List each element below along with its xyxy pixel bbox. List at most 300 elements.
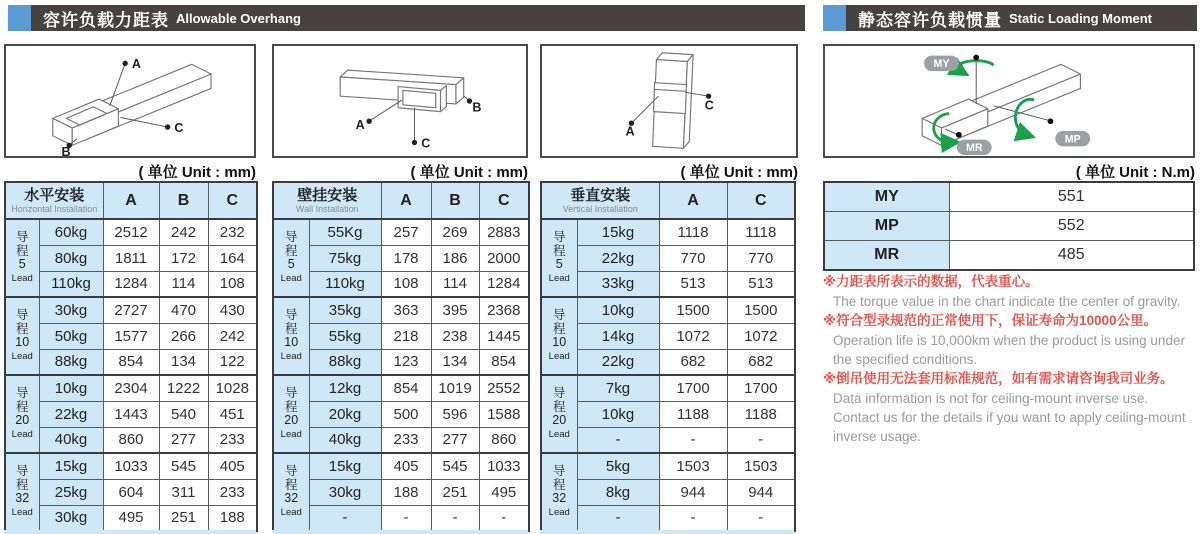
value-cell: 218 bbox=[381, 323, 431, 349]
column-header: B bbox=[159, 182, 208, 219]
lead-label-line: 导 bbox=[284, 386, 298, 400]
value-cell: 251 bbox=[431, 479, 479, 505]
value-cell: 430 bbox=[208, 297, 257, 323]
point-marker-c bbox=[165, 124, 170, 129]
table-row bbox=[541, 349, 795, 375]
column-header: C bbox=[208, 182, 257, 219]
point-label-c: C bbox=[704, 98, 714, 113]
value-cell: 1503 bbox=[727, 453, 795, 479]
value-cell: 108 bbox=[208, 271, 257, 297]
load-cell: - bbox=[577, 427, 659, 453]
lead-label-line: 程 bbox=[284, 243, 298, 258]
header-title-en: Static Loading Moment bbox=[1009, 10, 1152, 26]
installation-title-zh: 壁挂安装 bbox=[297, 187, 358, 204]
value-cell: 242 bbox=[159, 219, 208, 245]
value-cell: 944 bbox=[727, 479, 795, 505]
value-cell: 1019 bbox=[431, 375, 479, 401]
lead-label-line: 程 bbox=[284, 321, 298, 336]
value-cell: 682 bbox=[659, 349, 727, 375]
value-cell: 2000 bbox=[479, 245, 529, 271]
table-row bbox=[5, 375, 257, 401]
value-cell: 860 bbox=[103, 427, 159, 453]
value-cell: 277 bbox=[159, 427, 208, 453]
lead-label-cell bbox=[273, 297, 309, 375]
value-cell: 2368 bbox=[479, 297, 529, 323]
lead-label-line: 10 bbox=[284, 335, 299, 349]
load-cell: 12kg bbox=[309, 375, 381, 401]
lead-label-line: 32 bbox=[15, 491, 30, 505]
installation-title-cell bbox=[5, 182, 103, 219]
divider bbox=[4, 530, 256, 534]
table-row bbox=[541, 427, 795, 453]
lead-label-line: 导 bbox=[15, 308, 29, 322]
value-cell: 1118 bbox=[727, 219, 795, 245]
wall-installation-diagram bbox=[272, 44, 528, 158]
value-cell: 1033 bbox=[479, 453, 529, 479]
table-row bbox=[541, 219, 795, 245]
value-cell: 123 bbox=[381, 349, 431, 375]
lead-label-line: 程 bbox=[284, 477, 298, 492]
value-cell: 1700 bbox=[659, 375, 727, 401]
value-cell: 114 bbox=[159, 271, 208, 297]
value-cell: 134 bbox=[431, 349, 479, 375]
note-item bbox=[823, 272, 1197, 311]
lead-label-cell bbox=[541, 219, 577, 297]
value-cell: 1443 bbox=[103, 401, 159, 427]
moment-value-my: 551 bbox=[949, 182, 1194, 212]
table-row bbox=[824, 182, 1194, 212]
table-row bbox=[541, 401, 795, 427]
lead-label-line: 导 bbox=[284, 464, 298, 478]
lead-label-line: 导 bbox=[284, 230, 298, 244]
static-moment-diagram bbox=[823, 44, 1195, 158]
lead-label-cell bbox=[5, 375, 39, 453]
lead-label-cell bbox=[541, 297, 577, 375]
moment-value-mr: 485 bbox=[949, 241, 1194, 271]
lead-label-line: Lead bbox=[548, 350, 570, 362]
value-cell: 770 bbox=[659, 245, 727, 271]
lead-label-line: 5 bbox=[18, 257, 26, 271]
value-cell: - bbox=[727, 427, 795, 453]
table-row bbox=[273, 505, 529, 531]
lead-label-line: 5 bbox=[287, 257, 295, 271]
value-cell: 2552 bbox=[479, 375, 529, 401]
installation-title-cell bbox=[273, 182, 381, 219]
value-cell: 854 bbox=[381, 375, 431, 401]
value-cell: 1028 bbox=[208, 375, 257, 401]
value-cell: 311 bbox=[159, 479, 208, 505]
value-cell: 854 bbox=[103, 349, 159, 375]
column-header: A bbox=[381, 182, 431, 219]
mr-axis-point bbox=[956, 132, 962, 138]
value-cell: - bbox=[659, 427, 727, 453]
value-cell: 269 bbox=[431, 219, 479, 245]
load-cell: 10kg bbox=[577, 401, 659, 427]
load-cell: 75kg bbox=[309, 245, 381, 271]
value-cell: 233 bbox=[208, 479, 257, 505]
table-row bbox=[5, 271, 257, 297]
moment-value-mp: 552 bbox=[949, 212, 1194, 241]
table-row bbox=[541, 297, 795, 323]
static-loading-moment-table bbox=[823, 181, 1195, 271]
installation-title-zh: 水平安装 bbox=[24, 187, 85, 204]
lead-label-cell bbox=[273, 453, 309, 531]
load-cell: 35kg bbox=[309, 297, 381, 323]
table-row bbox=[273, 323, 529, 349]
table-row bbox=[5, 245, 257, 271]
note-text-zh: ※符合型录规范的正常使用下，保证寿命为10000公里。 bbox=[823, 313, 1158, 328]
load-cell: 15kg bbox=[577, 219, 659, 245]
value-cell: 251 bbox=[159, 505, 208, 531]
value-cell: 1500 bbox=[727, 297, 795, 323]
load-cell: 15kg bbox=[309, 453, 381, 479]
horizontal-installation-diagram bbox=[4, 44, 256, 158]
value-cell: 1284 bbox=[479, 271, 529, 297]
value-cell: 513 bbox=[727, 271, 795, 297]
lead-label-cell bbox=[5, 453, 39, 531]
installation-title-cell bbox=[541, 182, 659, 219]
value-cell: 257 bbox=[381, 219, 431, 245]
lead-label-line: 10 bbox=[552, 335, 567, 349]
value-cell: 451 bbox=[208, 401, 257, 427]
column-header: C bbox=[479, 182, 529, 219]
point-label-a: A bbox=[355, 117, 365, 132]
value-cell: 513 bbox=[659, 271, 727, 297]
table-header-row bbox=[541, 182, 795, 219]
value-cell: 1284 bbox=[103, 271, 159, 297]
table-row bbox=[541, 505, 795, 531]
lead-label-line: 程 bbox=[15, 243, 29, 258]
actuator-moment-drawing bbox=[825, 46, 1193, 156]
value-cell: 405 bbox=[208, 453, 257, 479]
table-row bbox=[824, 212, 1194, 241]
table-row bbox=[541, 453, 795, 479]
value-cell: 242 bbox=[208, 323, 257, 349]
column-header: A bbox=[659, 182, 727, 219]
lead-label-cell bbox=[273, 375, 309, 453]
note-text-en: Operation life is 10,000km when the product is using under the specified conditions. bbox=[833, 333, 1185, 367]
note-text-zh: ※倒吊使用无法套用标准规范，如有需求请咨询我司业务。 bbox=[823, 371, 1174, 386]
load-cell: 14kg bbox=[577, 323, 659, 349]
divider bbox=[540, 530, 794, 534]
lead-label-line: 程 bbox=[15, 399, 29, 414]
column-header: A bbox=[103, 182, 159, 219]
moment-label-mp: MP bbox=[824, 212, 949, 241]
vertical-installation-table bbox=[540, 181, 796, 532]
note-text-en: The torque value in the chart indicate the center of gravity. bbox=[833, 294, 1181, 309]
point-label-b: B bbox=[61, 145, 71, 156]
value-cell: 164 bbox=[208, 245, 257, 271]
table-row bbox=[273, 219, 529, 245]
wall-installation-table bbox=[272, 181, 530, 532]
lead-label-line: 5 bbox=[555, 257, 563, 271]
value-cell: 122 bbox=[208, 349, 257, 375]
value-cell: 277 bbox=[431, 427, 479, 453]
load-cell: 20kg bbox=[309, 401, 381, 427]
table-row bbox=[273, 271, 529, 297]
value-cell: 405 bbox=[381, 453, 431, 479]
load-cell: 60kg bbox=[39, 219, 103, 245]
table-header-row bbox=[5, 182, 257, 219]
table-row bbox=[273, 453, 529, 479]
load-cell: 30kg bbox=[39, 505, 103, 531]
table-row bbox=[5, 323, 257, 349]
value-cell: 495 bbox=[103, 505, 159, 531]
value-cell: - bbox=[381, 505, 431, 531]
table-header-row bbox=[273, 182, 529, 219]
actuator-horizontal-drawing bbox=[6, 46, 254, 156]
lead-label-line: 导 bbox=[15, 464, 29, 478]
unit-caption-mm: ( 单位 Unit : mm) bbox=[138, 164, 256, 181]
value-cell: 545 bbox=[431, 453, 479, 479]
installation-title-en: Horizontal Installation bbox=[11, 204, 98, 214]
accent-square-right bbox=[823, 5, 846, 31]
my-axis-point bbox=[973, 55, 979, 61]
point-marker-b bbox=[467, 98, 472, 103]
lead-label-line: 导 bbox=[552, 386, 566, 400]
table-row bbox=[5, 401, 257, 427]
value-cell: - bbox=[479, 505, 529, 531]
load-cell: 33kg bbox=[577, 271, 659, 297]
load-cell: - bbox=[309, 505, 381, 531]
installation-title-zh: 垂直安装 bbox=[570, 187, 631, 204]
value-cell: 1033 bbox=[103, 453, 159, 479]
value-cell: 1811 bbox=[103, 245, 159, 271]
note-text-en: Contact us for the details if you want to apply ceiling-mount inverse usage. bbox=[833, 410, 1186, 444]
table-row bbox=[273, 479, 529, 505]
value-cell: 233 bbox=[381, 427, 431, 453]
value-cell: 545 bbox=[159, 453, 208, 479]
value-cell: 188 bbox=[208, 505, 257, 531]
table-row bbox=[5, 479, 257, 505]
table-row bbox=[273, 349, 529, 375]
table-row bbox=[273, 427, 529, 453]
value-cell: 1222 bbox=[159, 375, 208, 401]
value-cell: 2304 bbox=[103, 375, 159, 401]
value-cell: - bbox=[431, 505, 479, 531]
table-row bbox=[541, 271, 795, 297]
lead-label-line: 程 bbox=[284, 399, 298, 414]
moment-label-mr: MR bbox=[824, 241, 949, 271]
value-cell: 540 bbox=[159, 401, 208, 427]
lead-label-line: 程 bbox=[552, 243, 566, 258]
value-cell: 1445 bbox=[479, 323, 529, 349]
value-cell: 363 bbox=[381, 297, 431, 323]
table-row bbox=[5, 427, 257, 453]
load-cell: 88kg bbox=[309, 349, 381, 375]
lead-label-line: Lead bbox=[11, 350, 33, 362]
load-cell: 88kg bbox=[39, 349, 103, 375]
lead-label-line: Lead bbox=[11, 428, 33, 440]
actuator-wall-drawing bbox=[274, 46, 526, 156]
point-marker-a bbox=[122, 61, 127, 66]
lead-label-line: 10 bbox=[15, 335, 30, 349]
value-cell: 232 bbox=[208, 219, 257, 245]
load-cell: 22kg bbox=[577, 349, 659, 375]
lead-label-line: 32 bbox=[284, 491, 299, 505]
table-row bbox=[273, 401, 529, 427]
lead-label-line: 20 bbox=[15, 413, 30, 427]
table-row bbox=[541, 323, 795, 349]
unit-caption-mm: ( 单位 Unit : mm) bbox=[680, 164, 798, 181]
load-cell: 15kg bbox=[39, 453, 103, 479]
lead-label-line: 程 bbox=[15, 321, 29, 336]
value-cell: 1500 bbox=[659, 297, 727, 323]
value-cell: 2512 bbox=[103, 219, 159, 245]
table-row bbox=[824, 241, 1194, 271]
installation-title-en: Wall Installation bbox=[295, 204, 359, 214]
point-marker-a bbox=[366, 119, 371, 124]
value-cell: 172 bbox=[159, 245, 208, 271]
point-label-b: B bbox=[472, 100, 482, 115]
load-cell: 40kg bbox=[309, 427, 381, 453]
load-cell: - bbox=[577, 505, 659, 531]
value-cell: 186 bbox=[431, 245, 479, 271]
column-header: C bbox=[727, 182, 795, 219]
lead-label-line: 导 bbox=[284, 308, 298, 322]
table-row bbox=[541, 375, 795, 401]
load-cell: 80kg bbox=[39, 245, 103, 271]
load-cell: 10kg bbox=[39, 375, 103, 401]
value-cell: 682 bbox=[727, 349, 795, 375]
mp-axis-point bbox=[1048, 118, 1054, 124]
table-row bbox=[273, 245, 529, 271]
notes-list bbox=[823, 272, 1197, 446]
lead-label-line: 20 bbox=[552, 413, 567, 427]
load-cell: 22kg bbox=[39, 401, 103, 427]
lead-label-line: 导 bbox=[552, 230, 566, 244]
load-cell: 40kg bbox=[39, 427, 103, 453]
load-cell: 22kg bbox=[577, 245, 659, 271]
value-cell: - bbox=[727, 505, 795, 531]
value-cell: 266 bbox=[159, 323, 208, 349]
value-cell: 854 bbox=[479, 349, 529, 375]
point-marker-c bbox=[412, 140, 417, 145]
table-row bbox=[5, 453, 257, 479]
lead-label-line: 导 bbox=[552, 308, 566, 322]
vertical-installation-diagram bbox=[540, 44, 798, 158]
table-row bbox=[5, 219, 257, 245]
table-row bbox=[5, 349, 257, 375]
note-item bbox=[823, 369, 1197, 446]
lead-label-line: 导 bbox=[15, 230, 29, 244]
header-title-zh: 容许负载力距表 bbox=[43, 10, 169, 30]
value-cell: 1188 bbox=[659, 401, 727, 427]
point-label-c: C bbox=[421, 136, 431, 151]
point-label-c: C bbox=[174, 120, 184, 135]
header-title-en: Allowable Overhang bbox=[176, 10, 301, 26]
value-cell: 1588 bbox=[479, 401, 529, 427]
value-cell: 470 bbox=[159, 297, 208, 323]
lead-label-line: 程 bbox=[552, 321, 566, 336]
lead-label-line: Lead bbox=[280, 506, 302, 518]
value-cell: 1700 bbox=[727, 375, 795, 401]
lead-label-cell bbox=[541, 453, 577, 531]
my-badge: MY bbox=[933, 58, 950, 71]
value-cell: 596 bbox=[431, 401, 479, 427]
moment-label-my: MY bbox=[824, 182, 949, 212]
table-row bbox=[541, 245, 795, 271]
static-loading-moment-header bbox=[846, 5, 1197, 31]
value-cell: 238 bbox=[431, 323, 479, 349]
lead-label-line: Lead bbox=[548, 428, 570, 440]
value-cell: 1577 bbox=[103, 323, 159, 349]
table-row bbox=[5, 297, 257, 323]
value-cell: 233 bbox=[208, 427, 257, 453]
note-text-zh: ※力距表所表示的数据，代表重心。 bbox=[823, 274, 1039, 289]
load-cell: 110kg bbox=[309, 271, 381, 297]
value-cell: 1072 bbox=[727, 323, 795, 349]
table-row bbox=[541, 479, 795, 505]
value-cell: - bbox=[659, 505, 727, 531]
value-cell: 1118 bbox=[659, 219, 727, 245]
value-cell: 2727 bbox=[103, 297, 159, 323]
installation-title-en: Vertical Installation bbox=[562, 204, 638, 214]
divider bbox=[272, 530, 528, 534]
point-label-a: A bbox=[625, 124, 635, 139]
value-cell: 134 bbox=[159, 349, 208, 375]
header-title-zh: 静态容许负载惯量 bbox=[858, 10, 1002, 30]
point-label-a: A bbox=[131, 57, 141, 72]
unit-caption-nm: ( 单位 Unit : N.m) bbox=[1075, 164, 1195, 181]
load-cell: 110kg bbox=[39, 271, 103, 297]
lead-label-cell bbox=[273, 219, 309, 297]
lead-label-line: Lead bbox=[11, 506, 33, 518]
allowable-overhang-header bbox=[31, 5, 805, 31]
value-cell: 604 bbox=[103, 479, 159, 505]
table-row bbox=[5, 505, 257, 531]
lead-label-line: 32 bbox=[552, 491, 567, 505]
accent-square-left bbox=[8, 5, 31, 31]
load-cell: 50kg bbox=[39, 323, 103, 349]
mr-badge: MR bbox=[966, 142, 983, 155]
column-header: B bbox=[431, 182, 479, 219]
note-item bbox=[823, 311, 1197, 369]
lead-label-line: Lead bbox=[11, 272, 33, 284]
value-cell: 770 bbox=[727, 245, 795, 271]
load-cell: 8kg bbox=[577, 479, 659, 505]
lead-label-line: 导 bbox=[552, 464, 566, 478]
lead-label-cell bbox=[5, 219, 39, 297]
value-cell: 108 bbox=[381, 271, 431, 297]
note-text-en: Data information is not for ceiling-mount inverse use. bbox=[833, 391, 1149, 406]
lead-label-line: Lead bbox=[548, 272, 570, 284]
value-cell: 1503 bbox=[659, 453, 727, 479]
lead-label-line: 程 bbox=[552, 399, 566, 414]
load-cell: 25kg bbox=[39, 479, 103, 505]
load-cell: 55kg bbox=[309, 323, 381, 349]
value-cell: 944 bbox=[659, 479, 727, 505]
load-cell: 10kg bbox=[577, 297, 659, 323]
mp-badge: MP bbox=[1064, 133, 1081, 146]
lead-label-line: 导 bbox=[15, 386, 29, 400]
lead-label-line: Lead bbox=[280, 272, 302, 284]
value-cell: 188 bbox=[381, 479, 431, 505]
lead-label-line: Lead bbox=[280, 350, 302, 362]
actuator-vertical-drawing bbox=[542, 46, 796, 156]
value-cell: 1188 bbox=[727, 401, 795, 427]
value-cell: 500 bbox=[381, 401, 431, 427]
lead-label-line: 程 bbox=[552, 477, 566, 492]
value-cell: 395 bbox=[431, 297, 479, 323]
value-cell: 178 bbox=[381, 245, 431, 271]
value-cell: 2883 bbox=[479, 219, 529, 245]
value-cell: 114 bbox=[431, 271, 479, 297]
load-cell: 7kg bbox=[577, 375, 659, 401]
load-cell: 30kg bbox=[39, 297, 103, 323]
load-cell: 5kg bbox=[577, 453, 659, 479]
lead-label-cell bbox=[5, 297, 39, 375]
